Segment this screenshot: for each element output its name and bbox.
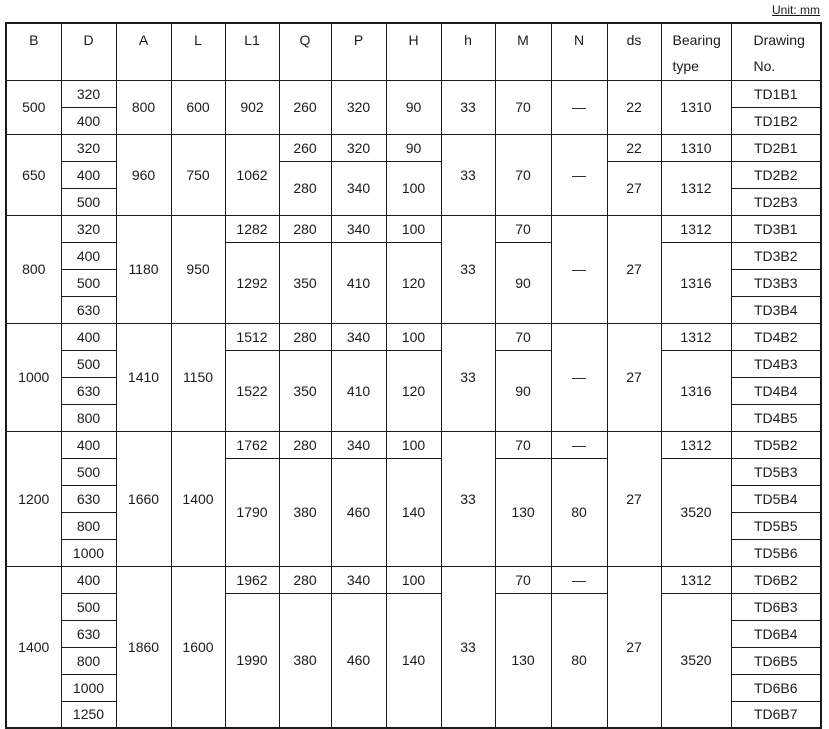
- col-header-drawing-no: Drawing No.: [731, 23, 821, 80]
- col-header-M: M: [495, 23, 551, 80]
- cell-H: 90: [386, 134, 441, 161]
- cell-M: 70: [495, 134, 551, 215]
- cell-A: 960: [116, 134, 171, 215]
- cell-Q: 280: [279, 566, 331, 593]
- cell-Q: 350: [279, 350, 331, 431]
- cell-bearing-type: 1312: [661, 323, 731, 350]
- col-header-N: N: [551, 23, 607, 80]
- cell-M: 90: [495, 350, 551, 431]
- cell-drawing-no: TD6B6: [731, 674, 821, 701]
- cell-D: 320: [61, 80, 116, 107]
- cell-D: 500: [61, 350, 116, 377]
- cell-L1: 1962: [225, 566, 279, 593]
- cell-L1: 902: [225, 80, 279, 134]
- cell-ds: 27: [607, 323, 661, 431]
- cell-N: —: [551, 431, 607, 458]
- cell-D: 320: [61, 215, 116, 242]
- cell-drawing-no: TD5B2: [731, 431, 821, 458]
- cell-ds: 27: [607, 161, 661, 215]
- cell-D: 400: [61, 161, 116, 188]
- cell-N: 80: [551, 593, 607, 728]
- cell-bearing-type: 1312: [661, 215, 731, 242]
- cell-H: 140: [386, 593, 441, 728]
- cell-L1: 1762: [225, 431, 279, 458]
- cell-P: 340: [331, 431, 386, 458]
- cell-H: 90: [386, 80, 441, 134]
- cell-L: 1150: [171, 323, 225, 431]
- cell-A: 1180: [116, 215, 171, 323]
- spec-table: [5, 22, 822, 729]
- cell-B: 1000: [6, 323, 61, 431]
- cell-D: 400: [61, 242, 116, 269]
- cell-bearing-type: 1310: [661, 134, 731, 161]
- cell-D: 500: [61, 269, 116, 296]
- cell-D: 400: [61, 107, 116, 134]
- cell-bearing-type: 1312: [661, 431, 731, 458]
- cell-drawing-no: TD6B5: [731, 647, 821, 674]
- col-header-B: B: [6, 23, 61, 80]
- col-header-A: A: [116, 23, 171, 80]
- cell-bearing-type: 3520: [661, 458, 731, 566]
- cell-B: 800: [6, 215, 61, 323]
- cell-A: 800: [116, 80, 171, 134]
- cell-H: 100: [386, 431, 441, 458]
- cell-Q: 280: [279, 431, 331, 458]
- cell-drawing-no: TD3B2: [731, 242, 821, 269]
- cell-H: 100: [386, 161, 441, 215]
- table-row: [6, 323, 821, 350]
- cell-drawing-no: TD4B4: [731, 377, 821, 404]
- cell-drawing-no: TD6B4: [731, 620, 821, 647]
- cell-Q: 380: [279, 593, 331, 728]
- cell-h: 33: [441, 134, 495, 215]
- cell-Q: 280: [279, 323, 331, 350]
- cell-D: 800: [61, 512, 116, 539]
- col-header-h: h: [441, 23, 495, 80]
- cell-M: 70: [495, 566, 551, 593]
- col-header-P: P: [331, 23, 386, 80]
- cell-M: 70: [495, 80, 551, 134]
- cell-N: 80: [551, 458, 607, 566]
- cell-D: 630: [61, 296, 116, 323]
- cell-drawing-no: TD1B2: [731, 107, 821, 134]
- cell-D: 630: [61, 485, 116, 512]
- cell-B: 650: [6, 134, 61, 215]
- cell-B: 1200: [6, 431, 61, 566]
- cell-drawing-no: TD3B3: [731, 269, 821, 296]
- cell-D: 630: [61, 377, 116, 404]
- cell-L1: 1292: [225, 242, 279, 323]
- cell-L1: 1062: [225, 134, 279, 215]
- cell-L: 600: [171, 80, 225, 134]
- cell-D: 630: [61, 620, 116, 647]
- cell-drawing-no: TD5B5: [731, 512, 821, 539]
- cell-D: 500: [61, 188, 116, 215]
- table-row: [6, 80, 821, 107]
- cell-D: 1250: [61, 701, 116, 728]
- cell-A: 1660: [116, 431, 171, 566]
- cell-drawing-no: TD5B3: [731, 458, 821, 485]
- cell-M: 130: [495, 593, 551, 728]
- cell-h: 33: [441, 566, 495, 728]
- cell-ds: 22: [607, 134, 661, 161]
- cell-D: 500: [61, 593, 116, 620]
- cell-P: 460: [331, 458, 386, 566]
- cell-h: 33: [441, 80, 495, 134]
- cell-bearing-type: 1310: [661, 80, 731, 134]
- cell-B: 1400: [6, 566, 61, 728]
- cell-P: 320: [331, 80, 386, 134]
- cell-L: 750: [171, 134, 225, 215]
- cell-M: 90: [495, 242, 551, 323]
- cell-D: 400: [61, 323, 116, 350]
- cell-ds: 27: [607, 566, 661, 728]
- cell-H: 140: [386, 458, 441, 566]
- cell-Q: 280: [279, 215, 331, 242]
- cell-L1: 1512: [225, 323, 279, 350]
- cell-Q: 280: [279, 161, 331, 215]
- cell-h: 33: [441, 323, 495, 431]
- cell-H: 100: [386, 215, 441, 242]
- cell-D: 400: [61, 566, 116, 593]
- cell-N: —: [551, 134, 607, 215]
- cell-drawing-no: TD6B7: [731, 701, 821, 728]
- cell-bearing-type: 1316: [661, 350, 731, 431]
- table-row: [6, 431, 821, 458]
- cell-A: 1860: [116, 566, 171, 728]
- cell-P: 340: [331, 323, 386, 350]
- col-header-L: L: [171, 23, 225, 80]
- cell-H: 100: [386, 566, 441, 593]
- cell-M: 70: [495, 431, 551, 458]
- cell-P: 340: [331, 215, 386, 242]
- col-header-ds: ds: [607, 23, 661, 80]
- cell-D: 320: [61, 134, 116, 161]
- unit-label: Unit: mm: [772, 3, 820, 17]
- cell-L1: 1522: [225, 350, 279, 431]
- cell-H: 120: [386, 242, 441, 323]
- cell-drawing-no: TD2B3: [731, 188, 821, 215]
- cell-bearing-type: 1316: [661, 242, 731, 323]
- cell-Q: 380: [279, 458, 331, 566]
- table-row: [6, 215, 821, 242]
- cell-drawing-no: TD2B1: [731, 134, 821, 161]
- cell-bearing-type: 1312: [661, 566, 731, 593]
- cell-h: 33: [441, 431, 495, 566]
- cell-N: —: [551, 566, 607, 593]
- cell-P: 460: [331, 593, 386, 728]
- cell-D: 800: [61, 404, 116, 431]
- table-row: [6, 566, 821, 593]
- col-header-bearing-type: Bearing type: [661, 23, 731, 80]
- cell-bearing-type: 1312: [661, 161, 731, 215]
- col-header-D: D: [61, 23, 116, 80]
- cell-L: 1400: [171, 431, 225, 566]
- cell-L: 950: [171, 215, 225, 323]
- cell-h: 33: [441, 215, 495, 323]
- cell-P: 340: [331, 566, 386, 593]
- cell-drawing-no: TD5B4: [731, 485, 821, 512]
- cell-B: 500: [6, 80, 61, 134]
- cell-H: 120: [386, 350, 441, 431]
- cell-A: 1410: [116, 323, 171, 431]
- cell-N: —: [551, 215, 607, 323]
- cell-D: 400: [61, 431, 116, 458]
- cell-D: 800: [61, 647, 116, 674]
- cell-L: 1600: [171, 566, 225, 728]
- cell-drawing-no: TD6B3: [731, 593, 821, 620]
- col-header-L1: L1: [225, 23, 279, 80]
- cell-H: 100: [386, 323, 441, 350]
- cell-P: 320: [331, 134, 386, 161]
- cell-N: —: [551, 80, 607, 134]
- cell-ds: 27: [607, 215, 661, 323]
- cell-D: 500: [61, 458, 116, 485]
- cell-D: 1000: [61, 674, 116, 701]
- cell-M: 130: [495, 458, 551, 566]
- cell-P: 410: [331, 242, 386, 323]
- cell-drawing-no: TD1B1: [731, 80, 821, 107]
- cell-M: 70: [495, 215, 551, 242]
- cell-drawing-no: TD2B2: [731, 161, 821, 188]
- cell-N: —: [551, 323, 607, 431]
- cell-drawing-no: TD4B2: [731, 323, 821, 350]
- cell-drawing-no: TD4B3: [731, 350, 821, 377]
- cell-ds: 22: [607, 80, 661, 134]
- cell-L1: 1790: [225, 458, 279, 566]
- cell-Q: 260: [279, 134, 331, 161]
- cell-M: 70: [495, 323, 551, 350]
- cell-ds: 27: [607, 431, 661, 566]
- cell-P: 340: [331, 161, 386, 215]
- cell-bearing-type: 3520: [661, 593, 731, 728]
- cell-Q: 260: [279, 80, 331, 134]
- cell-L1: 1282: [225, 215, 279, 242]
- cell-drawing-no: TD5B6: [731, 539, 821, 566]
- cell-drawing-no: TD4B5: [731, 404, 821, 431]
- cell-drawing-no: TD6B2: [731, 566, 821, 593]
- table-row: [6, 134, 821, 161]
- cell-D: 1000: [61, 539, 116, 566]
- cell-drawing-no: TD3B4: [731, 296, 821, 323]
- col-header-H: H: [386, 23, 441, 80]
- cell-Q: 350: [279, 242, 331, 323]
- cell-L1: 1990: [225, 593, 279, 728]
- cell-drawing-no: TD3B1: [731, 215, 821, 242]
- col-header-Q: Q: [279, 23, 331, 80]
- cell-P: 410: [331, 350, 386, 431]
